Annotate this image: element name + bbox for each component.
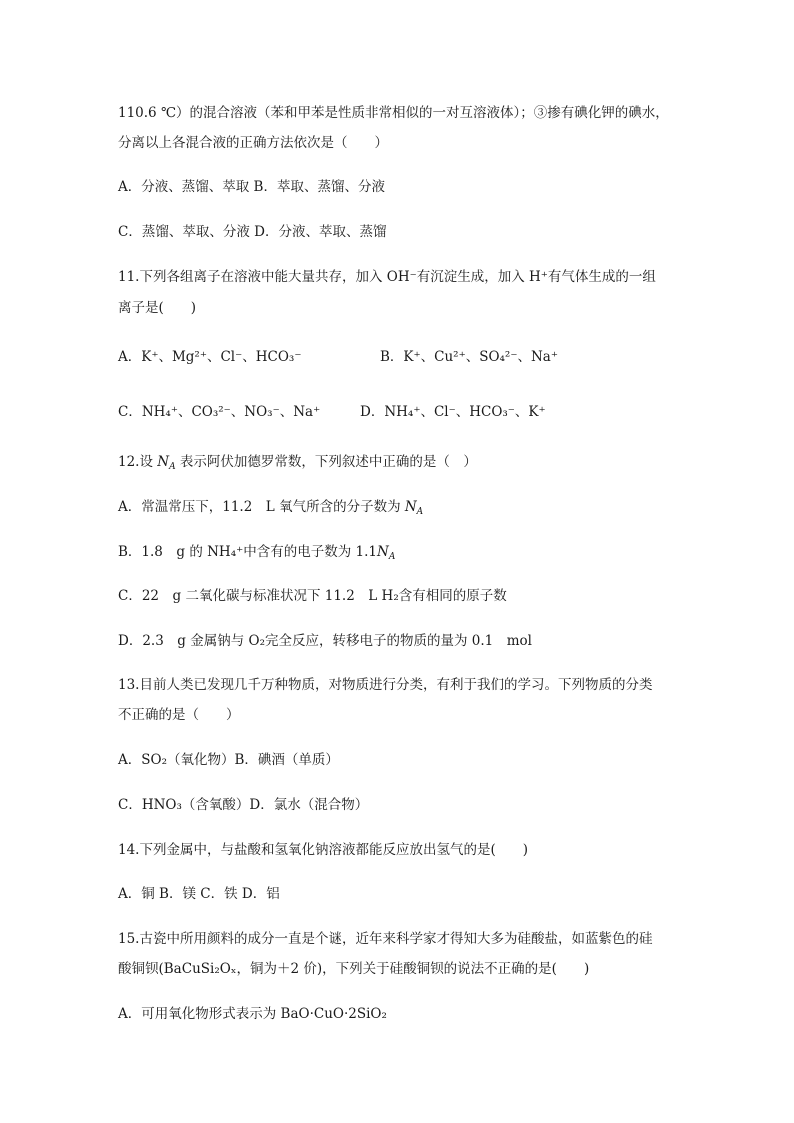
q14-options: A．铜 B．镁 C．铁 D．铝 bbox=[118, 886, 280, 902]
q11-option-c: C．NH₄⁺、CO₃²⁻、NO₃⁻、Na⁺ bbox=[118, 404, 321, 420]
q10-options-ab: A．分液、蒸馏、萃取 B．萃取、蒸馏、分液 bbox=[118, 179, 385, 195]
avogadro-symbol: $N_A$ bbox=[377, 544, 396, 562]
q12-option-a: A．常温常压下，11.2 L 氧气所含的分子数为 $N_A$ bbox=[118, 499, 424, 517]
q15-stem-line1: 15.古瓷中所用颜料的成分一直是个谜，近年来科学家才得知大多为硅酸盐，如蓝紫色的硅 bbox=[118, 931, 653, 947]
q15-option-a: A．可用氧化物形式表示为 BaO·CuO·2SiO₂ bbox=[118, 1006, 387, 1022]
q11-option-a: A．K⁺、Mg²⁺、Cl⁻、HCO₃⁻ bbox=[118, 349, 302, 365]
q11-stem-line1: 11.下列各组离子在溶液中能大量共存，加入 OH⁻有沉淀生成，加入 H⁺有气体生成的一组 bbox=[118, 269, 656, 285]
q12-option-c: C．22 g 二氧化碳与标准状况下 11.2 L H₂含有相同的原子数 bbox=[118, 588, 507, 604]
avogadro-symbol: $N_A$ bbox=[157, 454, 176, 472]
q14-stem: 14.下列金属中，与盐酸和氢氧化钠溶液都能反应放出氢气的是( ) bbox=[118, 842, 529, 858]
q11-option-d: D．NH₄⁺、Cl⁻、HCO₃⁻、K⁺ bbox=[360, 404, 546, 420]
q11-option-b: B．K⁺、Cu²⁺、SO₄²⁻、Na⁺ bbox=[380, 349, 558, 365]
q13-stem-line2: 不正确的是（ ） bbox=[118, 707, 240, 723]
q10-stem-line1: 110.6 ℃）的混合溶液（苯和甲苯是性质非常相似的一对互溶液体）；③掺有碘化钾的碘水， bbox=[118, 105, 669, 121]
q15-stem-line2: 酸铜钡(BaCuSi₂Oₓ，铜为＋2 价)，下列关于硅酸铜钡的说法不正确的是( ) bbox=[118, 961, 590, 977]
q12-option-d: D．2.3 g 金属钠与 O₂完全反应，转移电子的物质的量为 0.1 mol bbox=[118, 633, 533, 649]
q13-options-ab: A．SO₂（氧化物）B．碘酒（单质） bbox=[118, 752, 339, 768]
q13-stem-line1: 13.目前人类已发现几千万种物质，对物质进行分类，有利于我们的学习。下列物质的分类 bbox=[118, 677, 653, 693]
q11-stem-line2: 离子是( ) bbox=[118, 300, 197, 316]
q13-options-cd: C．HNO₃（含氧酸）D．氯水（混合物） bbox=[118, 797, 369, 813]
q10-stem-line2: 分离以上各混合液的正确方法依次是（ ） bbox=[118, 135, 388, 151]
q10-options-cd: C．蒸馏、萃取、分液 D．分液、萃取、蒸馏 bbox=[118, 224, 387, 240]
q12-option-b: B．1.8 g 的 NH₄⁺中含有的电子数为 $1.1N_A$ bbox=[118, 544, 396, 562]
avogadro-symbol: $N_A$ bbox=[404, 499, 424, 517]
q12-stem: 12.设 $N_A$ 表示阿伏加德罗常数，下列叙述中正确的是（ ） bbox=[118, 454, 477, 472]
